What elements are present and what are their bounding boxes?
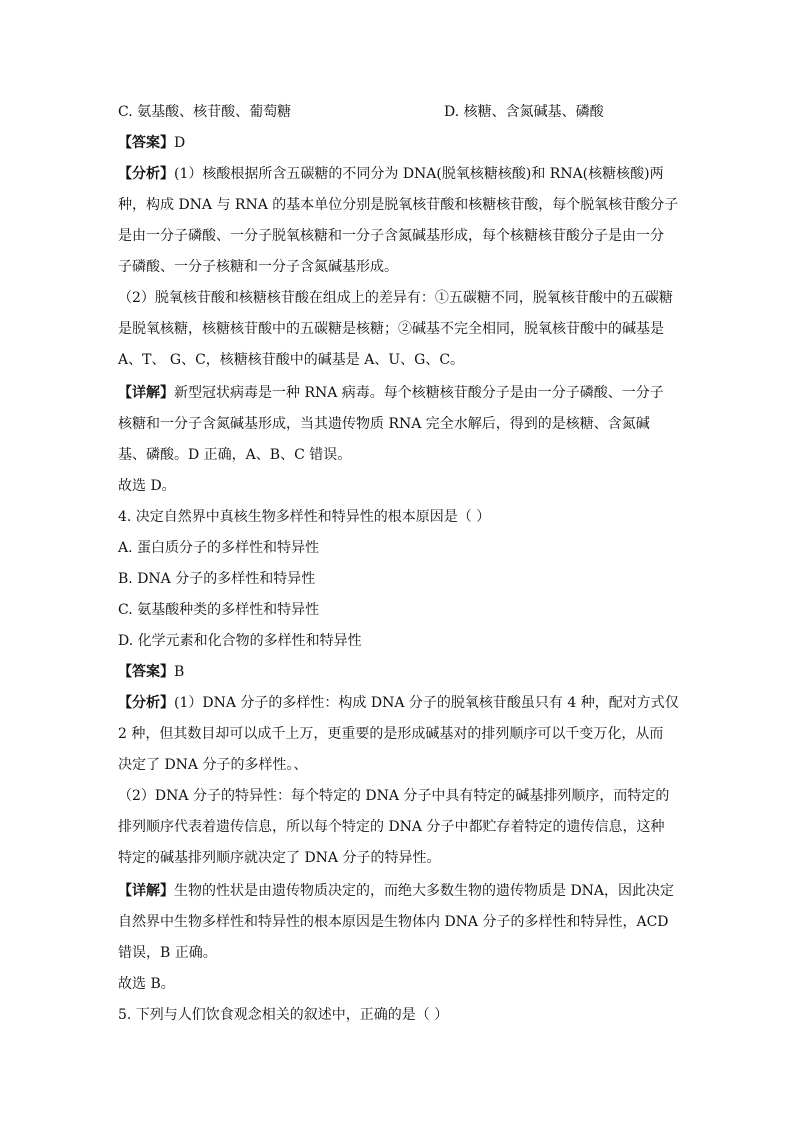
q4-detail-line-2: 自然界中生物多样性和特异性的根本原因是生物体内 DNA 分子的多样性和特异性，ACD — [118, 914, 669, 930]
q4-option-c: C. 氨基酸种类的多样性和特异性 — [118, 602, 320, 618]
q3-analysis-line-7: A、T、 G、C，核糖核苷酸中的碱基是 A、U、G、C。 — [118, 352, 465, 368]
q4-analysis-line-6: 特定的碱基排列顺序就决定了 DNA 分子的特异性。 — [118, 850, 441, 866]
analysis-label: 【分析】 — [118, 166, 174, 182]
q4-analysis-line-3: 决定了 DNA 分子的多样性。、 — [118, 757, 308, 773]
detail-text: 生物的性状是由遗传物质决定的，而绝大多数生物的遗传物质是 DNA，因此决定 — [174, 883, 675, 899]
detail-text: 新型冠状病毒是一种 RNA 病毒。每个核糖核苷酸分子是由一分子磷酸、一分子 — [174, 385, 664, 401]
q4-stem: 4. 决定自然界中真核生物多样性和特异性的根本原因是（ ） — [118, 509, 491, 525]
q3-conclusion: 故选 D。 — [118, 478, 176, 494]
q3-analysis-line-4: 子磷酸、一分子核糖和一分子含氮碱基形成。 — [118, 259, 398, 275]
q4-option-d: D. 化学元素和化合物的多样性和特异性 — [118, 633, 362, 649]
q3-detail-line-2: 核糖和一分子含氮碱基形成，当其遗传物质 RNA 完全水解后，得到的是核糖、含氮碱 — [118, 416, 650, 432]
detail-label: 【详解】 — [118, 385, 174, 401]
q3-analysis-line-6: 是脱氧核糖，核糖核苷酸中的五碳糖是核糖；②碱基不完全相同，脱氧核苷酸中的碱基是 — [118, 321, 664, 337]
q3-detail-line-1 — [118, 383, 688, 403]
q3-analysis-line-5: （2）脱氧核苷酸和核糖核苷酸在组成上的差异有：①五碳糖不同，脱氧核苷酸中的五碳糖 — [118, 290, 673, 306]
answer-label: 【答案】 — [118, 135, 174, 151]
q4-analysis-line-1 — [118, 693, 688, 713]
q4-analysis-line-5: 排列顺序代表着遗传信息，所以每个特定的 DNA 分子中都贮存着特定的遗传信息，这种 — [118, 819, 665, 835]
q3-analysis-line-2: 种，构成 DNA 与 RNA 的基本单位分别是脱氧核苷酸和核糖核苷酸，每个脱氧核苷酸分子 — [118, 197, 679, 213]
q5-stem: 5. 下列与人们饮食观念相关的叙述中，正确的是（ ） — [118, 1007, 449, 1023]
answer-label: 【答案】 — [118, 664, 174, 680]
q4-option-a: A. 蛋白质分子的多样性和特异性 — [118, 540, 320, 556]
q4-answer — [118, 662, 688, 682]
q4-option-b: B. DNA 分子的多样性和特异性 — [118, 571, 316, 587]
detail-label: 【详解】 — [118, 883, 174, 899]
answer-value: D — [174, 135, 186, 151]
q4-detail-line-1 — [118, 881, 688, 901]
q3-detail-line-3: 基、磷酸。D 正确，A、B、C 错误。 — [118, 447, 352, 463]
q3-option-d — [444, 102, 604, 122]
q3-analysis-line-3: 是由一分子磷酸、一分子脱氧核糖和一分子含氮碱基形成，每个核糖核苷酸分子是由一分 — [118, 228, 664, 244]
q3-analysis-line-1 — [118, 164, 688, 184]
analysis-text: (1）核酸根据所含五碳糖的不同分为 DNA(脱氧核糖核酸)和 RNA(核糖核酸)两 — [174, 166, 664, 182]
q4-conclusion: 故选 B。 — [118, 976, 175, 992]
q4-detail-line-3: 错误，B 正确。 — [118, 945, 217, 961]
q3-answer — [118, 133, 688, 153]
analysis-label: 【分析】 — [118, 695, 174, 711]
q4-analysis-line-4: （2）DNA 分子的特异性：每个特定的 DNA 分子中具有特定的碱基排列顺序，而特定的 — [118, 788, 670, 804]
answer-value: B — [174, 664, 185, 680]
analysis-text: (1）DNA 分子的多样性：构成 DNA 分子的脱氧核苷酸虽只有 4 种，配对方式仅 — [174, 695, 679, 711]
q4-analysis-line-2: 2 种，但其数目却可以成千上万，更重要的是形成碱基对的排列顺序可以千变万化，从而 — [118, 726, 664, 742]
option-d-text: D. 核糖、含氮碱基、磷酸 — [444, 104, 604, 120]
option-c-text: C. 氨基酸、核苷酸、葡萄糖 — [118, 104, 292, 120]
